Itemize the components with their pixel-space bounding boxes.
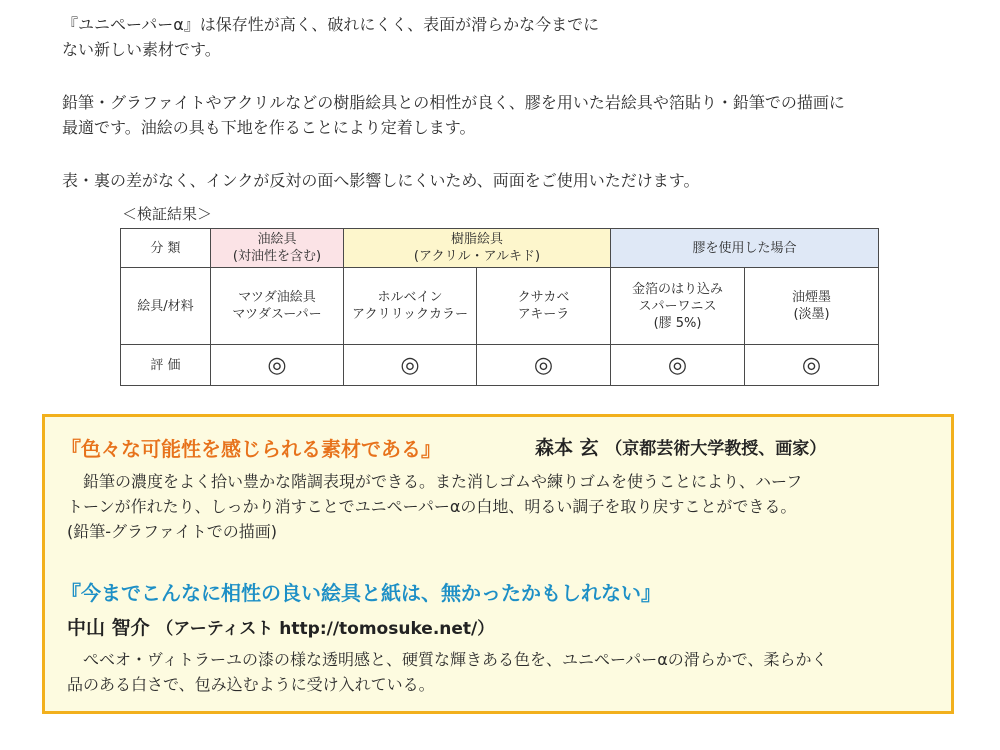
testimonial-2-title: 『今までこんなに相性の良い絵具と紙は、無かったかもしれない』 [61,581,661,605]
category-oil-line1: 油絵具 [257,232,297,247]
material-label: 絵具/材料 [121,268,211,345]
category-oil-line2: (対油性を含む) [232,249,322,264]
category-oil-paint [211,229,344,268]
testimonial-2-body [67,647,937,697]
category-glue: 膠を使用した場合 [611,229,879,268]
intro-p1-line2: ない新しい素材です。 [62,40,221,59]
category-resin-paint [344,229,611,268]
material-cell [477,268,611,345]
table-caption: ＜検証結果＞ [122,205,213,223]
category-resin-line1: 樹脂絵具 [451,232,504,247]
material-line: マツダ油絵具 [238,290,316,305]
material-line: マツダスーパー [232,307,322,322]
material-line: ホルベイン [377,290,443,305]
testimonial-2-author [67,613,494,640]
category-resin-line2: (アクリル・アルキド) [413,249,541,264]
evaluation-mark: ◎ [745,345,879,386]
intro-p1-line1: 『ユニペーパーα』は保存性が高く、破れにくく、表面が滑らかな今までに [62,15,600,34]
testimonial-2-name: 中山 智介 [67,617,150,639]
testimonial-1-body [67,469,937,544]
intro-p3-line: 表・裏の差がなく、インクが反対の面へ影響しにくいため、両面をご使用いただけます。 [62,171,700,190]
testimonial-1-line: (鉛筆-グラファイトでの描画) [67,522,277,541]
material-line: (膠 5%) [653,315,702,331]
testimonial-2-role: （アーティスト http://tomosuke.net/） [156,619,495,639]
material-cell [745,268,879,345]
evaluation-mark: ◎ [211,345,344,386]
intro-p2-line2: 最適です。油絵の具も下地を作ることにより定着します。 [62,118,476,137]
intro-paragraph-1 [62,12,962,62]
testimonial-1-role: （京都芸術大学教授、画家） [605,439,827,459]
table-row [121,268,879,345]
intro-paragraph-3 [62,168,962,193]
testimonial-1-author [535,433,826,460]
table-row [121,345,879,386]
material-line: クサカベ [517,290,570,305]
intro-paragraph-2 [62,90,962,140]
testimonial-1-name: 森本 玄 [535,437,599,459]
material-cell [211,268,344,345]
results-table [120,228,879,386]
category-header-label: 分 類 [121,229,211,268]
material-line: (淡墨) [793,307,830,322]
evaluation-label: 評 価 [121,345,211,386]
intro-p2-line1: 鉛筆・グラファイトやアクリルなどの樹脂絵具との相性が良く、膠を用いた岩絵具や箔貼り・鉛筆での描画に [62,93,845,112]
evaluation-mark: ◎ [344,345,477,386]
testimonial-1-line: トーンが作れたり、しっかり消すことでユニペーパーαの白地、明るい調子を取り戻すことができる。 [67,497,797,516]
table-row [121,229,879,268]
testimonial-2-line: ぺベオ・ヴィトラーユの漆の様な透明感と、硬質な輝きある色を、ユニペーパーαの滑らかで、柔らかく [67,650,828,669]
material-line: 金箔のはり込み [632,281,724,297]
testimonial-1-line: 鉛筆の濃度をよく拾い豊かな階調表現ができる。また消しゴムや練りゴムを使うことにより、ハーフ [67,472,803,491]
material-line: 油煙墨 [792,290,832,305]
evaluation-mark: ◎ [611,345,745,386]
testimonials-box [42,414,954,714]
testimonial-2-line: 品のある白さで、包み込むように受け入れている。 [67,675,435,694]
material-cell [344,268,477,345]
testimonial-1-title: 『色々な可能性を感じられる素材である』 [61,437,441,461]
material-line: スパーワニス [638,298,717,314]
evaluation-mark: ◎ [477,345,611,386]
material-line: アキーラ [517,307,570,322]
material-cell [611,268,745,345]
material-line: アクリリックカラー [351,307,469,322]
